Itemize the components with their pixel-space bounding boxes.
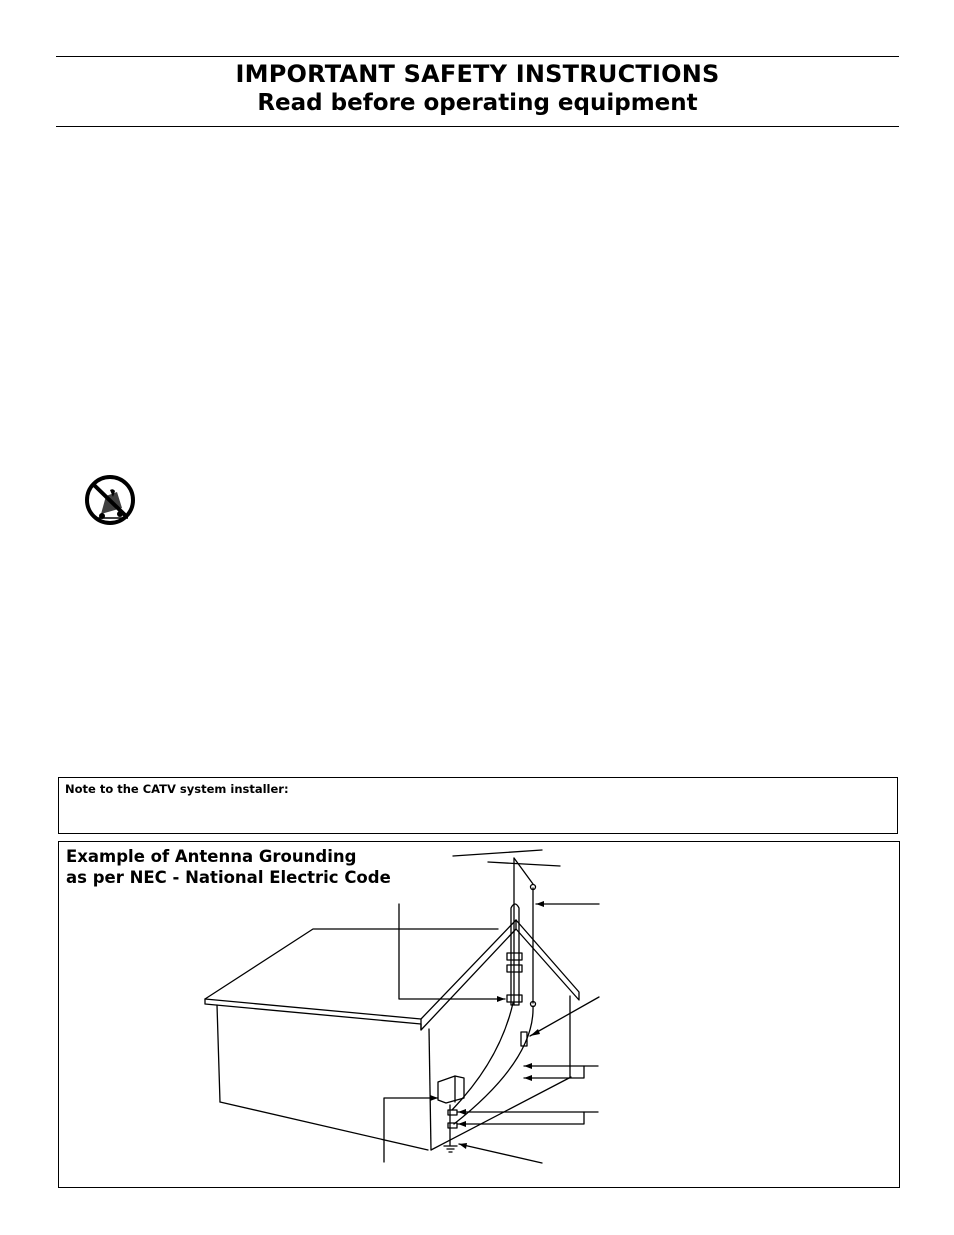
header-bottom-rule [56, 126, 899, 127]
example-title-line1: Example of Antenna Grounding [66, 847, 357, 866]
example-title-line2: as per NEC - National Electric Code [66, 868, 391, 887]
catv-note-box [58, 777, 898, 834]
page-subtitle: Read before operating equipment [257, 90, 698, 116]
header-top-rule [56, 56, 899, 57]
antenna-grounding-box [58, 841, 900, 1188]
page-title: IMPORTANT SAFETY INSTRUCTIONS [235, 60, 720, 88]
antenna-grounding-title [66, 846, 391, 888]
no-cart-tipping-icon [84, 474, 136, 526]
catv-note-label: Note to the CATV system installer: [65, 782, 289, 796]
